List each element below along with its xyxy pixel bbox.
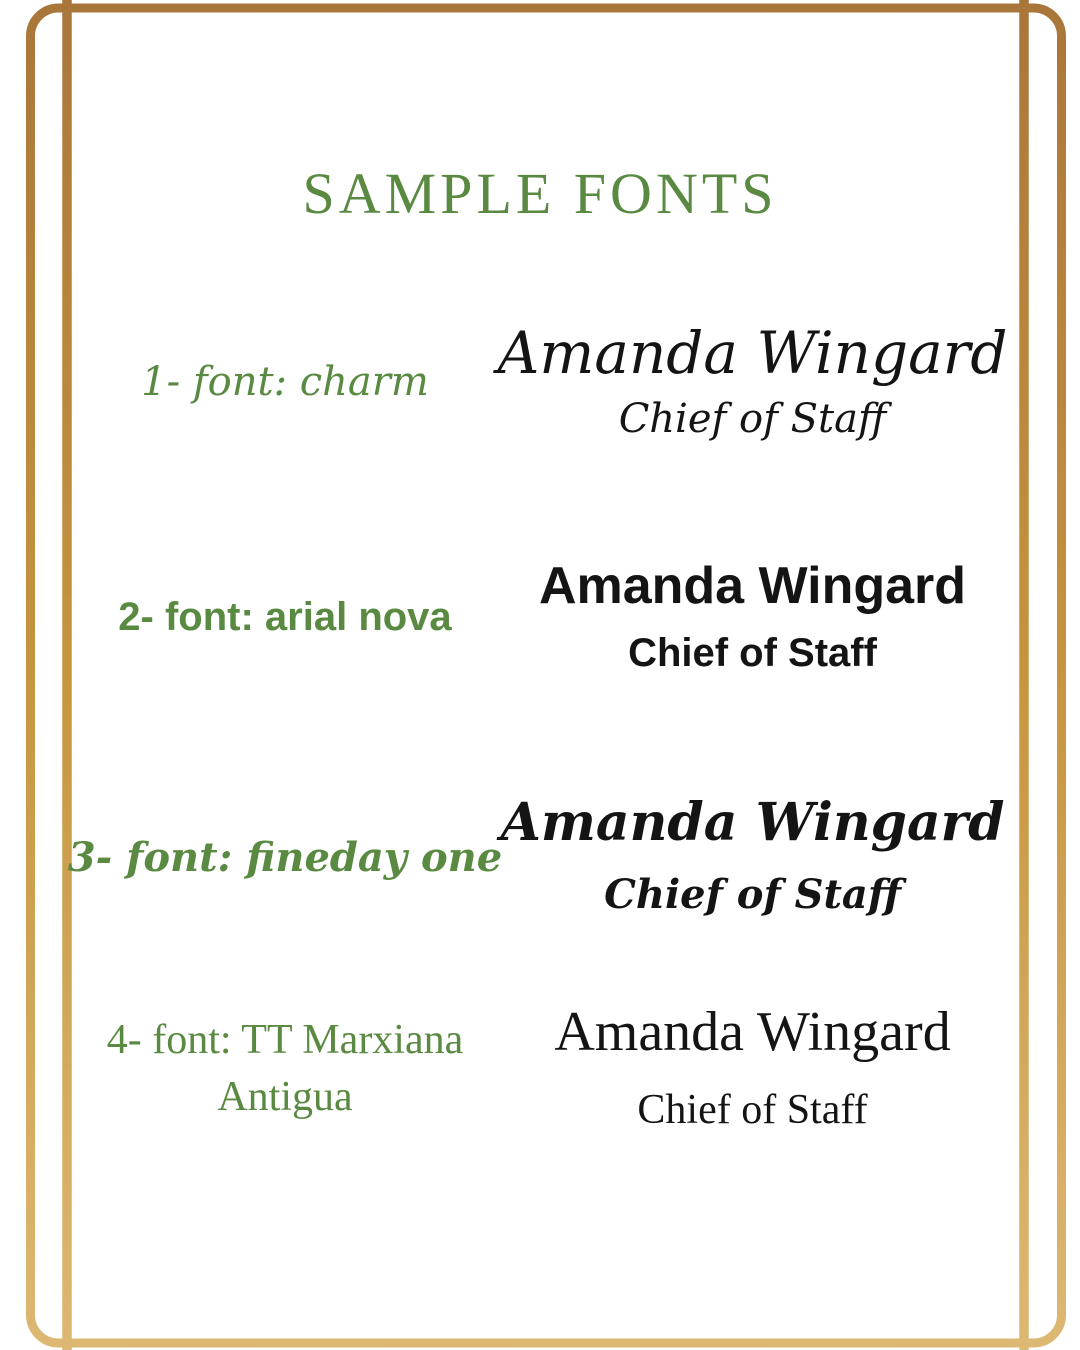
font-sample-fineday-one bbox=[500, 782, 1005, 932]
font-sample-charm bbox=[497, 298, 1008, 466]
font-label-arial-nova bbox=[65, 550, 505, 685]
font-sample-tt-marxiana bbox=[520, 998, 985, 1140]
font-label-arial-nova-text: 2- font: arial nova bbox=[118, 595, 452, 639]
sample-name-charm: Amanda Wingard bbox=[497, 319, 1008, 388]
sample-role-fineday-one: Chief of Staff bbox=[604, 870, 901, 918]
font-label-charm-text: 1- font: charm bbox=[141, 359, 429, 405]
font-label-charm bbox=[65, 298, 505, 466]
font-sample-row-arial-nova bbox=[65, 550, 1015, 685]
font-sample-row-charm bbox=[65, 298, 1015, 466]
sample-role-charm: Chief of Staff bbox=[618, 395, 887, 442]
sample-role-tt-marxiana: Chief of Staff bbox=[637, 1087, 868, 1133]
sample-role-arial-nova: Chief of Staff bbox=[628, 631, 877, 676]
font-label-fineday-one bbox=[65, 782, 505, 932]
font-label-fineday-one-text: 3- font: fineday one bbox=[67, 833, 503, 881]
sample-name-fineday-one: Amanda Wingard bbox=[500, 792, 1005, 854]
font-label-tt-marxiana-text: 4- font: TT Marxiana Antigua bbox=[106, 1017, 464, 1120]
font-sample-arial-nova bbox=[520, 550, 985, 685]
sample-name-tt-marxiana: Amanda Wingard bbox=[554, 1001, 951, 1063]
sample-name-arial-nova: Amanda Wingard bbox=[538, 556, 967, 615]
font-label-tt-marxiana bbox=[65, 998, 505, 1140]
font-sample-row-fineday-one bbox=[65, 782, 1015, 932]
page-title: SAMPLE FONTS bbox=[302, 161, 778, 226]
font-sample-row-tt-marxiana bbox=[65, 998, 1015, 1140]
